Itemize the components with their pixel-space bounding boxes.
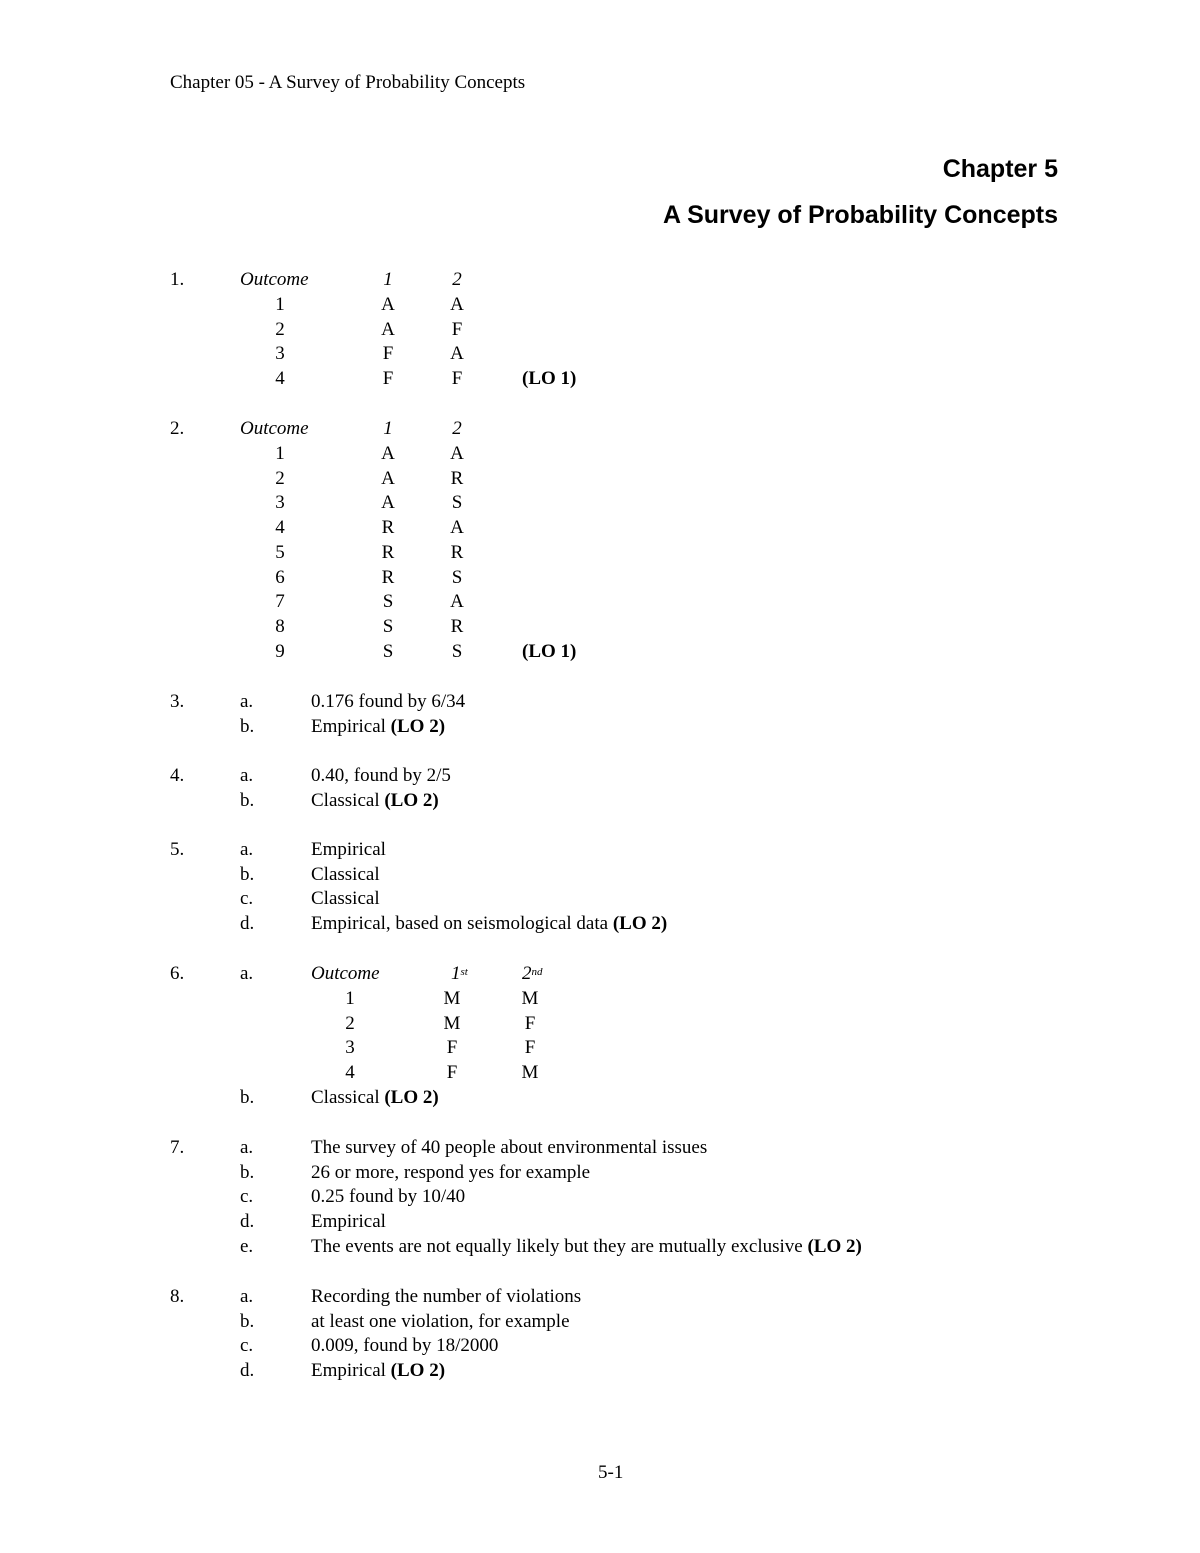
answer-text: Classical [311, 888, 380, 910]
answer-text: Empirical [311, 1211, 386, 1233]
lo-tag: (LO 2) [384, 1087, 439, 1108]
lo-tag: (LO 2) [390, 1360, 446, 1382]
page-number: 5-1 [598, 1462, 624, 1483]
answer-line [311, 1235, 862, 1259]
outcome-number: 1 [275, 442, 285, 464]
question-number: 3. [170, 691, 185, 712]
answer-label: c. [240, 1186, 254, 1208]
answer-text: 26 or more, respond yes for example [311, 1161, 591, 1183]
outcome-number: 3 [275, 492, 285, 514]
answer-text: Empirical [311, 715, 386, 737]
answer-text: 0.009, found by 18/2000 [311, 1335, 499, 1357]
answer-label: a. [240, 765, 254, 786]
col-header-2: 2 [452, 269, 462, 290]
outcome-first: M [443, 987, 461, 1009]
outcome-number: 2 [275, 318, 285, 340]
outcome-first: F [382, 368, 394, 389]
outcome-first: F [446, 1037, 458, 1059]
answer-line [311, 715, 445, 739]
header-ordinal: 2 [522, 963, 532, 984]
chapter-title: Chapter 5 [942, 155, 1058, 183]
answer-label: a. [240, 839, 254, 860]
answer-line [311, 1136, 707, 1160]
chapter-subtitle: A Survey of Probability Concepts [663, 201, 1058, 229]
outcome-first: F [446, 1062, 458, 1084]
col-header-2: 2 [452, 418, 462, 439]
header-ordinal: 1 [451, 963, 461, 984]
answer-label: b. [240, 863, 255, 885]
outcome-first: A [381, 293, 395, 315]
answer-text: Classical [311, 789, 380, 811]
outcome-first: R [381, 541, 395, 563]
answer-text: Empirical [311, 839, 386, 860]
col-header-outcome: Outcome [240, 418, 309, 439]
answer-label: d. [240, 1360, 255, 1382]
col-header-second [522, 962, 543, 986]
outcome-second: A [450, 517, 464, 538]
answer-line [311, 887, 380, 911]
answer-text: Empirical [311, 1360, 386, 1382]
answer-label: a. [240, 1286, 254, 1307]
answer-line [311, 1210, 386, 1234]
answer-label: b. [240, 1087, 255, 1108]
answer-label: b. [240, 715, 255, 737]
answer-label: a. [240, 1137, 254, 1158]
answer-text: The survey of 40 people about environmental issues [311, 1137, 708, 1158]
answer-line [311, 1285, 581, 1309]
outcome-number: 2 [275, 467, 285, 489]
answer-line [311, 838, 386, 862]
outcome-first: R [381, 517, 395, 538]
outcome-second: M [521, 1062, 539, 1084]
answer-text: at least one violation, for example [311, 1310, 570, 1332]
answer-text: Classical [311, 1087, 380, 1108]
outcome-first: A [381, 442, 395, 464]
col-header-first [451, 962, 468, 986]
answer-text: 0.25 found by 10/40 [311, 1186, 466, 1208]
outcome-number: 3 [345, 1037, 355, 1059]
lo-tag: (LO 2) [612, 913, 668, 935]
lo-tag: (LO 2) [384, 789, 439, 811]
outcome-number: 1 [345, 987, 355, 1009]
answer-line [311, 1334, 498, 1358]
outcome-first: R [381, 566, 395, 588]
outcome-first: S [382, 640, 394, 662]
outcome-number: 8 [275, 616, 285, 637]
outcome-number: 4 [275, 517, 285, 538]
outcome-number: 3 [275, 343, 285, 365]
answer-line [311, 912, 667, 936]
answer-line [311, 1086, 439, 1110]
answer-line [311, 690, 465, 714]
outcome-second: A [450, 442, 464, 464]
question-number: 8. [170, 1286, 185, 1307]
outcome-number: 6 [275, 566, 285, 588]
outcome-first: A [381, 318, 395, 340]
answer-text: Empirical, based on seismological data [311, 913, 609, 935]
outcome-number: 7 [275, 591, 285, 613]
answer-text: Recording the number of violations [311, 1286, 582, 1307]
answer-text: The events are not equally likely but they are mutually exclusive [311, 1235, 803, 1257]
outcome-second: R [450, 541, 464, 563]
outcome-second: S [451, 566, 463, 588]
question-number: 2. [170, 418, 185, 439]
answer-line [311, 1185, 465, 1209]
answer-line [311, 789, 439, 813]
outcome-first: F [382, 343, 394, 365]
outcome-second: F [451, 368, 463, 389]
lo-tag: (LO 1) [522, 368, 577, 389]
outcome-number: 9 [275, 640, 285, 662]
answer-label: b. [240, 789, 255, 811]
outcome-second: A [450, 293, 464, 315]
answer-text: Classical [311, 863, 380, 885]
outcome-second: R [450, 467, 464, 489]
answer-label: d. [240, 913, 255, 935]
outcome-number: 4 [345, 1062, 355, 1084]
outcome-second: F [524, 1037, 536, 1059]
lo-tag: (LO 2) [807, 1235, 862, 1257]
question-number: 7. [170, 1137, 185, 1158]
outcome-first: S [382, 616, 394, 637]
outcome-number: 1 [275, 293, 285, 315]
col-header-1: 1 [383, 269, 393, 290]
question-number: 5. [170, 839, 185, 860]
outcome-first: A [381, 492, 395, 514]
outcome-second: F [524, 1012, 536, 1034]
outcome-second: A [450, 591, 464, 613]
outcome-number: 5 [275, 541, 285, 563]
outcome-second: M [521, 987, 539, 1009]
answer-label: c. [240, 1335, 254, 1357]
outcome-second: F [451, 318, 463, 340]
answer-label: b. [240, 1310, 255, 1332]
answer-line [311, 764, 451, 788]
lo-tag: (LO 1) [522, 640, 577, 662]
answer-label: a. [240, 963, 254, 984]
answer-label: a. [240, 691, 254, 712]
question-number: 1. [170, 269, 185, 290]
outcome-second: S [451, 640, 463, 662]
outcome-number: 4 [275, 368, 285, 389]
col-header-1: 1 [383, 418, 393, 439]
outcome-first: A [381, 467, 395, 489]
answer-label: b. [240, 1161, 255, 1183]
answer-line [311, 1359, 445, 1383]
col-header-outcome: Outcome [240, 269, 309, 290]
outcome-number: 2 [345, 1012, 355, 1034]
outcome-second: R [450, 616, 464, 637]
answer-label: e. [240, 1235, 254, 1257]
col-header-outcome: Outcome [311, 963, 380, 984]
question-number: 4. [170, 765, 185, 786]
question-number: 6. [170, 963, 185, 984]
answer-line [311, 1161, 590, 1185]
running-header: Chapter 05 - A Survey of Probability Concepts [170, 72, 526, 93]
outcome-second: S [451, 492, 463, 514]
answer-label: d. [240, 1211, 255, 1233]
header-ordinal-suffix: nd [531, 966, 543, 978]
answer-text: 0.40, found by 2/5 [311, 765, 451, 786]
outcome-second: A [450, 343, 464, 365]
answer-line [311, 1310, 570, 1334]
lo-tag: (LO 2) [390, 715, 446, 737]
answer-line [311, 863, 380, 887]
outcome-first: S [382, 591, 394, 613]
answer-text: 0.176 found by 6/34 [311, 691, 466, 712]
answer-label: c. [240, 888, 254, 910]
outcome-first: M [443, 1012, 461, 1034]
header-ordinal-suffix: st [460, 966, 468, 978]
